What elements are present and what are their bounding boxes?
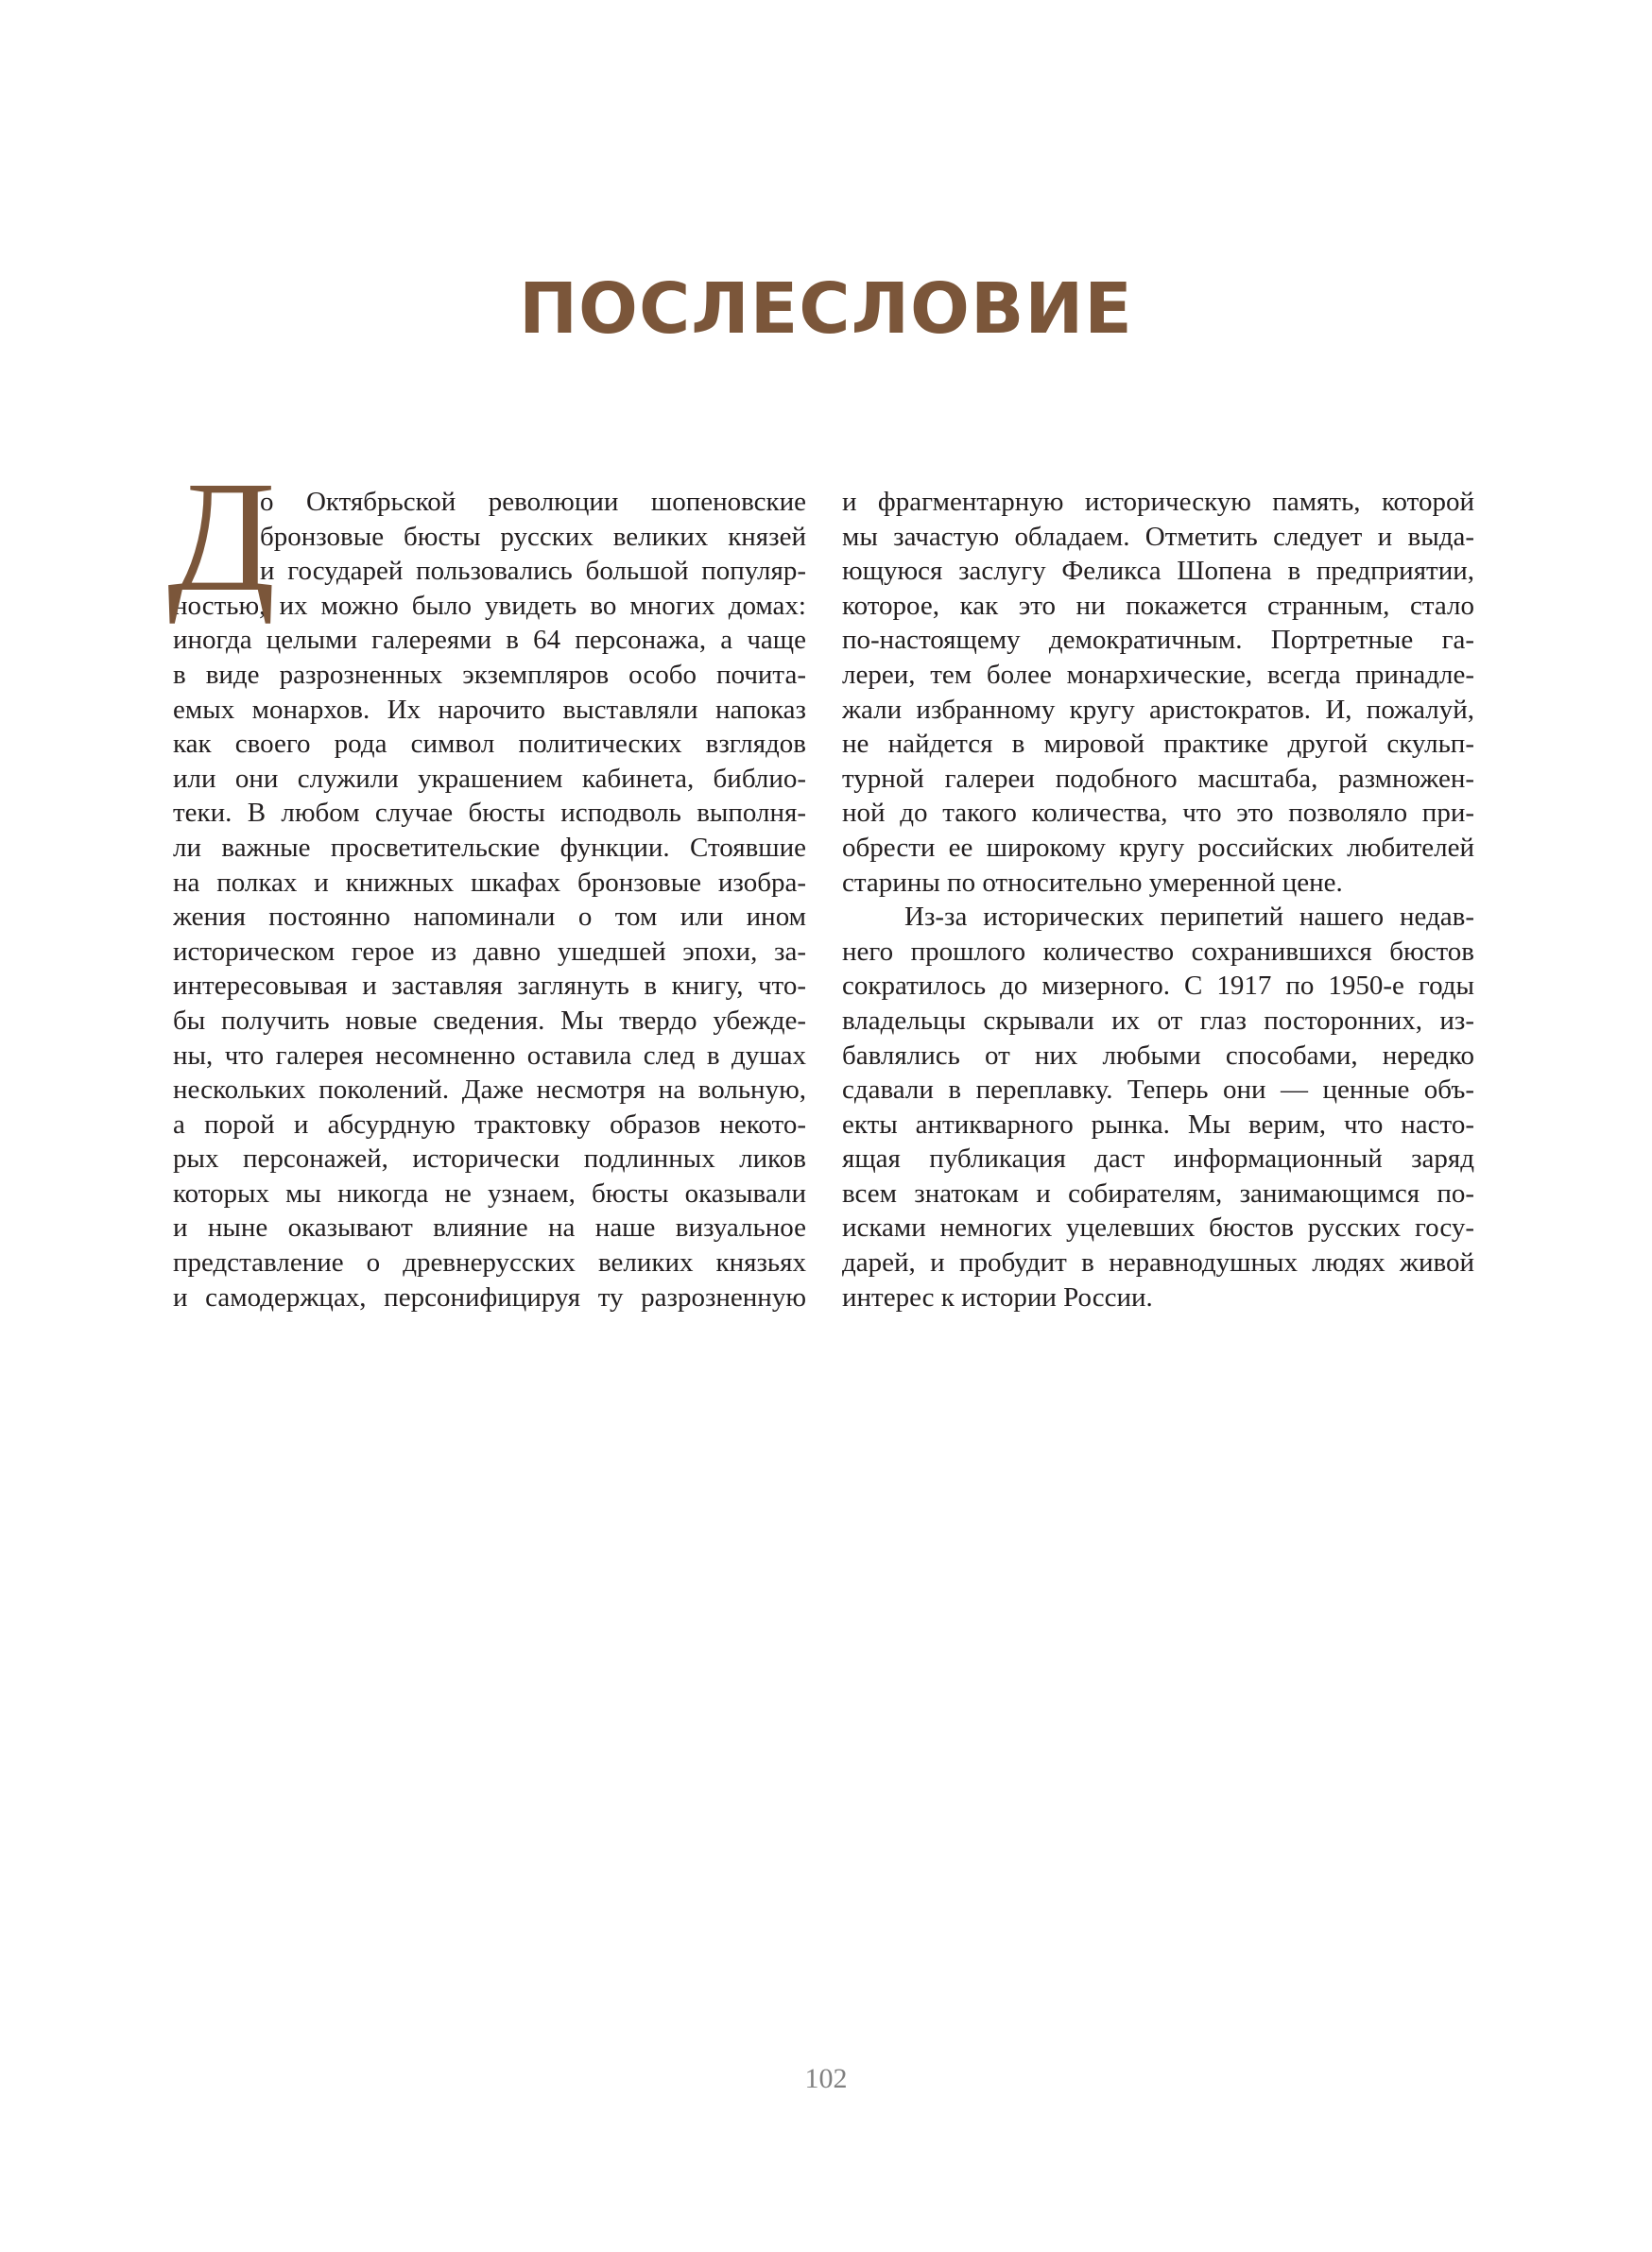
paragraph-start-line: Из-за исторических перипетий нашего недав- <box>904 902 1474 933</box>
text-line: теки. В любом случае бюсты исподволь выполня- <box>173 798 806 829</box>
text-line: и государей пользовались большой популяр- <box>260 556 806 587</box>
text-line: лереи, тем более монархические, всегда принадле- <box>842 659 1474 690</box>
text-line: емых монархов. Их нарочито выставляли напоказ <box>173 694 806 725</box>
text-line: обрести ее широкому кругу российских любителей <box>842 832 1474 863</box>
text-line: иногда целыми галереями в 64 персонажа, а чаще <box>173 625 806 656</box>
text-line: старины по относительно умеренной цене. <box>842 867 1343 898</box>
text-line: сдавали в переплавку. Теперь они — ценные объ- <box>842 1074 1474 1106</box>
text-line: нескольких поколений. Даже несмотря на вольную, <box>173 1074 806 1106</box>
text-line: жали избранному кругу аристократов. И, пожалуй, <box>842 694 1474 725</box>
text-line: ной до такого количества, что это позволяло при- <box>842 798 1474 829</box>
text-line: ящая публикация даст информационный заряд <box>842 1143 1474 1175</box>
text-line: и ныне оказывают влияние на наше визуальное <box>173 1212 806 1244</box>
text-line: бавлялись от них любыми способами, нередко <box>842 1040 1474 1071</box>
text-line: и самодержцах, персонифицируя ту разрозненную <box>173 1281 806 1313</box>
text-line: или они служили украшением кабинета, библио- <box>173 763 806 794</box>
text-line: ли важные просветительские функции. Стоявшие <box>173 832 806 863</box>
page-number: 102 <box>804 2063 848 2094</box>
text-line: интересовывая и заставляя заглянуть в книгу, что- <box>173 971 806 1002</box>
text-line: в виде разрозненных экземпляров особо почита- <box>173 659 806 690</box>
text-line: ны, что галерея несомненно оставила след в душах <box>173 1040 806 1071</box>
text-line: рых персонажей, исторически подлинных ликов <box>173 1143 806 1175</box>
text-line: представление о древнерусских великих князьях <box>173 1247 806 1279</box>
text-line: жения постоянно напоминали о том или ином <box>173 902 806 933</box>
text-line: исками немногих уцелевших бюстов русских госу- <box>842 1212 1474 1244</box>
text-line: о Октябрьской революции шопеновские <box>260 487 806 517</box>
left-column <box>167 449 806 1315</box>
text-line: на полках и книжных шкафах бронзовые изобра- <box>173 867 806 898</box>
text-line: владельцы скрывали их от глаз посторонних, из- <box>842 1005 1474 1036</box>
text-line: ющуюся заслугу Феликса Шопена в предприятии, <box>842 556 1474 587</box>
text-line: мы зачастую обладаем. Отметить следует и выда- <box>842 521 1474 552</box>
text-line: не найдется в мировой практике другой скульп- <box>842 729 1474 760</box>
text-line: турной галереи подобного масштаба, размножен- <box>842 763 1474 794</box>
text-line: которое, как это ни покажется странным, стало <box>842 590 1474 621</box>
text-line: по-настоящему демократичным. Портретные га- <box>842 625 1474 656</box>
text-line: историческом герое из давно ушедшей эпохи, за- <box>173 936 806 967</box>
text-line: бронзовые бюсты русских великих князей <box>260 521 806 552</box>
text-line: бы получить новые сведения. Мы твердо убежде- <box>173 1005 806 1036</box>
text-line: интерес к истории России. <box>842 1281 1153 1313</box>
text-line: него прошлого количество сохранившихся бюстов <box>842 936 1474 967</box>
text-line: ностью, их можно было увидеть во многих домах: <box>173 590 806 621</box>
text-line: всем знатокам и собирателям, занимающимся по- <box>842 1178 1474 1209</box>
text-line: и фрагментарную историческую память, которой <box>842 487 1474 517</box>
text-line: сократилось до мизерного. С 1917 по 1950-е годы <box>842 971 1474 1002</box>
text-line: а порой и абсурдную трактовку образов некото- <box>173 1109 806 1140</box>
right-column <box>842 485 1474 1315</box>
text-line: которых мы никогда не узнаем, бюсты оказывали <box>173 1178 806 1209</box>
drop-cap: Д <box>167 449 276 625</box>
page-title: ПОСЛЕСЛОВИЕ <box>519 268 1133 350</box>
text-line: дарей, и пробудит в неравнодушных людях живой <box>842 1247 1474 1279</box>
text-line: екты антикварного рынка. Мы верим, что насто- <box>842 1109 1474 1140</box>
text-line: как своего рода символ политических взглядов <box>173 729 806 760</box>
